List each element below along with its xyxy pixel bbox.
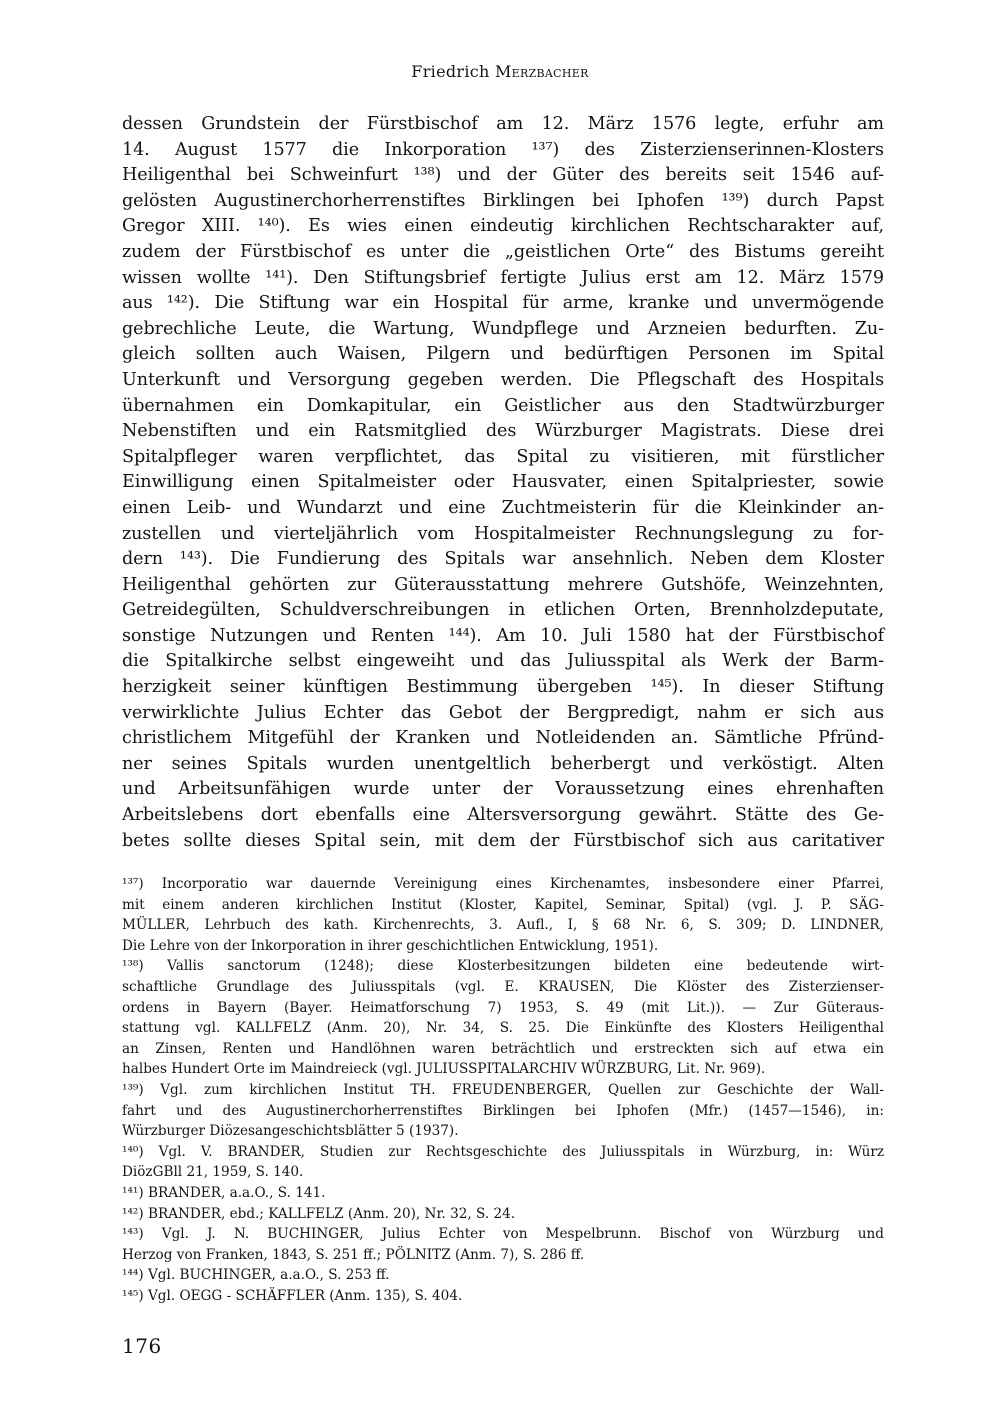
body-line: Heiligenthal bei Schweinfurt ¹³⁸) und der Güter des bereits seit 1546 auf- [122,165,884,186]
body-line: Unterkunft und Versorgung gegeben werden. Die Pflegschaft des Hospitals [122,369,884,390]
body-line: Heiligenthal gehörten zur Güterausstattung mehrere Gutshöfe, Weinzehnten, [122,574,884,595]
running-head-author-last: Merzbacher [495,62,589,81]
footnote-line: ¹⁴⁰) Vgl. V. BRANDER, Studien zur Rechtsgeschichte des Juliusspitals in Würzburg, in: Würz [122,1143,884,1160]
body-line: Gregor XIII. ¹⁴⁰). Es wies einen eindeutig kirchlichen Rechtscharakter auf, [122,216,884,237]
footnote-line: an Zinsen, Renten und Handlöhnen waren beträchtlich und erstreckten sich auf etwa ein [122,1040,884,1057]
footnote-line: ¹⁴¹) BRANDER, a.a.O., S. 141. [122,1184,326,1201]
footnote-line: halbes Hundert Orte im Maindreieck (vgl. JULIUSSPITALARCHIV WÜRZBURG, Lit. Nr. 969). [122,1061,766,1078]
body-text [122,112,884,854]
footnote-line: fahrt und des Augustinerchorherrenstiftes Birklingen bei Iphofen (Mfr.) (1457—1546), in: [122,1102,884,1119]
body-line: zudem der Fürstbischof es unter die „geistlichen Orte“ des Bistums gereiht [122,241,884,262]
body-line: aus ¹⁴²). Die Stiftung war ein Hospital für arme, kranke und unvermögende [122,293,884,314]
body-line: Getreidegülten, Schuldverschreibungen in etlichen Orten, Brennholzdeputate, [122,600,884,621]
footnote-line: Würzburger Diözesangeschichtsblätter 5 (1937). [122,1123,459,1140]
footnote-line: ¹³⁸) Vallis sanctorum (1248); diese Klosterbesitzungen bildeten eine bedeutende wirt- [122,958,884,975]
body-line: verwirklichte Julius Echter das Gebot der Bergpredigt, nahm er sich aus [122,702,884,723]
footnote-line: ordens in Bayern (Bayer. Heimatforschung 7) 1953, S. 49 (mit Lit.)). — Zur Güteraus- [122,999,884,1016]
body-line: und Arbeitsunfähigen wurde unter der Voraussetzung eines ehrenhaften [122,779,884,800]
body-line: wissen wollte ¹⁴¹). Den Stiftungsbrief fertigte Julius erst am 12. März 1579 [122,267,884,288]
footnotes [122,874,884,1306]
footnote-line: DiözGBll 21, 1959, S. 140. [122,1164,304,1181]
body-line: Einwilligung einen Spitalmeister oder Hausvater, einen Spitalpriester, sowie [122,472,884,493]
body-line: herzigkeit seiner künftigen Bestimmung übergeben ¹⁴⁵). In dieser Stiftung [122,677,884,698]
footnote-line: MÜLLER, Lehrbuch des kath. Kirchenrechts, 3. Aufl., I, § 68 Nr. 6, S. 309; D. LINDNER, [122,917,884,934]
footnote-line: ¹³⁷) Incorporatio war dauernde Vereinigung eines Kirchenamtes, insbesondere einer Pfarrei, [122,876,884,892]
footnote-line: stattung vgl. KALLFELZ (Anm. 20), Nr. 34, S. 25. Die Einkünfte des Klosters Heiligenthal [122,1020,884,1037]
footnote-line: Herzog von Franken, 1843, S. 251 ff.; PÖLNITZ (Anm. 7), S. 286 ff. [122,1246,585,1263]
footnote-line: ¹⁴³) Vgl. J. N. BUCHINGER, Julius Echter von Mespelbrunn. Bischof von Würzburg und [122,1226,884,1243]
body-line: dessen Grundstein der Fürstbischof am 12. März 1576 legte, erfuhr am [122,114,884,134]
body-line: zustellen und vierteljährlich vom Hospitalmeister Rechnungslegung zu for- [122,523,884,544]
body-line: christlichem Mitgefühl der Kranken und Notleidenden an. Sämtliche Pfründ- [122,728,884,749]
footnote-line: ¹⁴⁵) Vgl. OEGG - SCHÄFFLER (Anm. 135), S. 404. [122,1287,463,1304]
body-line: gelösten Augustinerchorherrenstiftes Birklingen bei Iphofen ¹³⁹) durch Papst [122,190,884,211]
body-line: übernahmen ein Domkapitular, ein Geistlicher aus den Stadtwürzburger [122,395,884,416]
body-line: sonstige Nutzungen und Renten ¹⁴⁴). Am 10. Juli 1580 hat der Fürstbischof [122,625,884,646]
body-line: ner seines Spitals wurden unentgeltlich beherbergt und verköstigt. Alten [122,753,884,774]
body-line: gebrechliche Leute, die Wartung, Wundpflege und Arzneien bedurften. Zu- [122,318,884,339]
body-line: gleich sollten auch Waisen, Pilgern und bedürftigen Personen im Spital [122,344,884,365]
footnote-line: ¹⁴⁴) Vgl. BUCHINGER, a.a.O., S. 253 ff. [122,1267,390,1284]
body-line: dern ¹⁴³). Die Fundierung des Spitals war ansehnlich. Neben dem Kloster [122,549,884,570]
body-line: einen Leib- und Wundarzt und eine Zuchtmeisterin für die Kleinkinder an- [122,497,884,518]
footnote-line: ¹⁴²) BRANDER, ebd.; KALLFELZ (Anm. 20), Nr. 32, S. 24. [122,1205,516,1222]
footnote-line: ¹³⁹) Vgl. zum kirchlichen Institut TH. FREUDENBERGER, Quellen zur Geschichte der Wall- [122,1081,884,1098]
body-line: Nebenstiften und ein Ratsmitglied des Würzburger Magistrats. Diese drei [122,421,884,442]
page-number: 176 [122,1334,162,1358]
running-head-author-first: Friedrich [411,62,490,81]
running-head [0,62,1000,81]
body-line: 14. August 1577 die Inkorporation ¹³⁷) des Zisterzienserinnen-Klosters [122,139,884,160]
body-line: betes sollte dieses Spital sein, mit dem der Fürstbischof sich aus caritativer [122,830,884,851]
footnote-line: schaftliche Grundlage des Juliusspitals (vgl. E. KRAUSEN, Die Klöster des Zisterzienser- [122,978,884,995]
footnote-line: mit einem anderen kirchlichen Institut (Kloster, Kapitel, Seminar, Spital) (vgl. J. P. SÄG- [122,896,884,913]
body-line: die Spitalkirche selbst eingeweiht und das Juliusspital als Werk der Barm- [122,651,884,672]
body-line: Spitalpfleger waren verpflichtet, das Spital zu visitieren, mit fürstlicher [122,446,884,467]
footnote-line: Die Lehre von der Inkorporation in ihrer geschichtlichen Entwicklung, 1951). [122,937,659,954]
body-line: Arbeitslebens dort ebenfalls eine Altersversorgung gewährt. Stätte des Ge- [122,805,884,826]
